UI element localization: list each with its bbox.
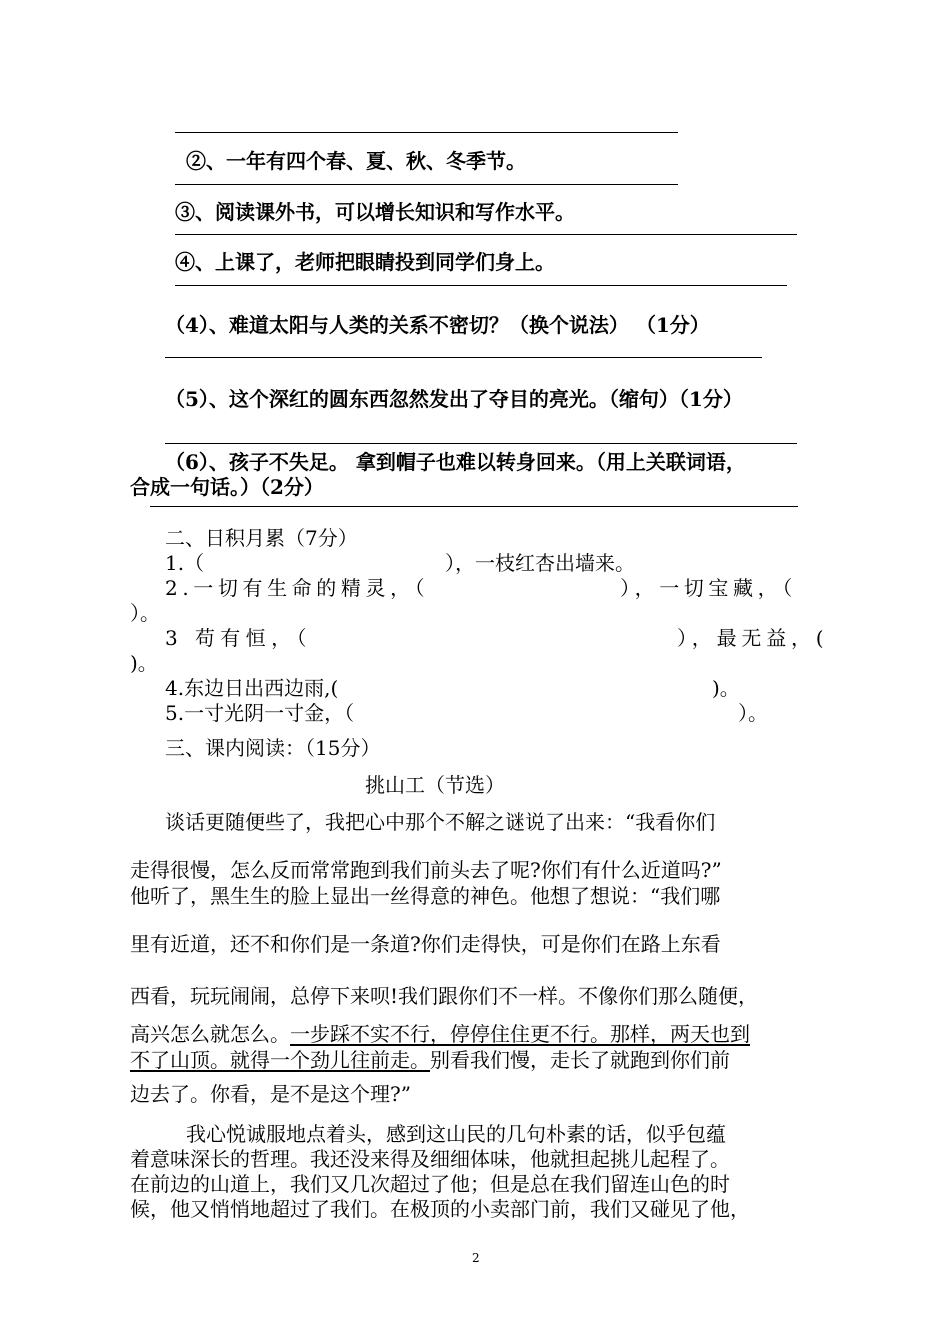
section-3-title: 三、课内阅读：（15分） — [165, 736, 381, 760]
passage-text: 高兴怎么就怎么。 — [130, 1022, 290, 1046]
passage-line: 候，他又悄悄地超过了我们。在极顶的小卖部门前，我们又碰见了他， — [130, 1197, 750, 1221]
question-5: （5）、这个深红的圆东西忽然发出了夺目的亮光。（缩句）（1分） — [165, 387, 743, 411]
poem-2-start: 2.一切有生命的精灵，（ — [165, 576, 430, 600]
passage-line: 西看，玩玩闹闹，总停下来呗!我们跟你们不一样。不像你们那么随便， — [130, 984, 759, 1008]
poem-1-start: 1.（ — [165, 551, 205, 575]
underlined-passage-text: 不了山顶。就得一个劲儿往前走。 — [130, 1048, 430, 1072]
passage-text: 别看我们慢，走长了就跑到你们前 — [430, 1048, 730, 1072]
poem-4-start: 4.东边日出西边雨,( — [165, 676, 339, 700]
section-2-title: 二、日积月累（7分） — [165, 526, 358, 550]
question-6-line1: （6）、孩子不失足。 拿到帽子也难以转身回来。（用上关联词语， — [165, 450, 746, 474]
answer-line — [150, 506, 798, 507]
page-number: 2 — [472, 1251, 480, 1265]
passage-line: 他听了，黑生生的脸上显出一丝得意的神色。他想了想说：“我们哪 — [130, 884, 721, 908]
question-item-2: ②、一年有四个春、夏、秋、冬季节。 — [186, 149, 526, 173]
poem-4-end: )。 — [712, 676, 740, 700]
poem-1-end: ），一枝红杏出墙来。 — [445, 551, 635, 575]
question-item-3: ③、阅读课外书，可以增长知识和写作水平。 — [175, 200, 575, 224]
answer-line — [175, 234, 797, 235]
passage-line: 边去了。你看，是不是这个理?” — [130, 1082, 411, 1106]
passage-line — [130, 1021, 750, 1047]
underlined-passage-text: 一步踩不实不行，停停住住更不行。那样，两天也到 — [290, 1022, 750, 1046]
poem-5-end: ）。 — [738, 701, 768, 725]
answer-line — [165, 357, 762, 358]
answer-line — [175, 184, 678, 185]
poem-3-start: 3 苟有恒，（ — [165, 626, 312, 650]
answer-line — [165, 443, 797, 444]
poem-2-end: ）。 — [130, 601, 160, 625]
passage-line — [130, 1047, 730, 1073]
passage-line: 着意味深长的哲理。我还没来得及细细体味，他就担起挑儿起程了。 — [130, 1147, 730, 1171]
question-4: （4）、难道太阳与人类的关系不密切？（换个说法） （1分） — [165, 313, 710, 337]
answer-line — [175, 285, 787, 286]
question-item-4: ④、上课了，老师把眼睛投到同学们身上。 — [175, 250, 555, 274]
passage-line: 谈话更随便些了，我把心中那个不解之谜说了出来：“我看你们 — [165, 810, 716, 834]
poem-3-end: )。 — [130, 651, 158, 675]
passage-line: 走得很慢，怎么反而常常跑到我们前头去了呢?你们有什么近道吗?” — [130, 858, 722, 882]
poem-5-start: 5.一寸光阴一寸金，（ — [165, 701, 355, 725]
passage-line: 我心悦诚服地点着头，感到这山民的几句朴素的话，似乎包蕴 — [186, 1122, 726, 1146]
passage-line: 里有近道，还不和你们是一条道?你们走得快，可是你们在路上东看 — [130, 932, 721, 956]
poem-2-middle: ），一切宝藏，（ — [620, 576, 797, 600]
poem-3-middle: ），最无益，( — [677, 626, 829, 650]
answer-line — [175, 132, 678, 133]
passage-title: 挑山工（节选） — [365, 773, 505, 797]
passage-line: 在前边的山道上，我们又几次超过了他；但是总在我们留连山色的时 — [130, 1172, 730, 1196]
question-6-line2: 合成一句话。）（2分） — [130, 475, 324, 499]
